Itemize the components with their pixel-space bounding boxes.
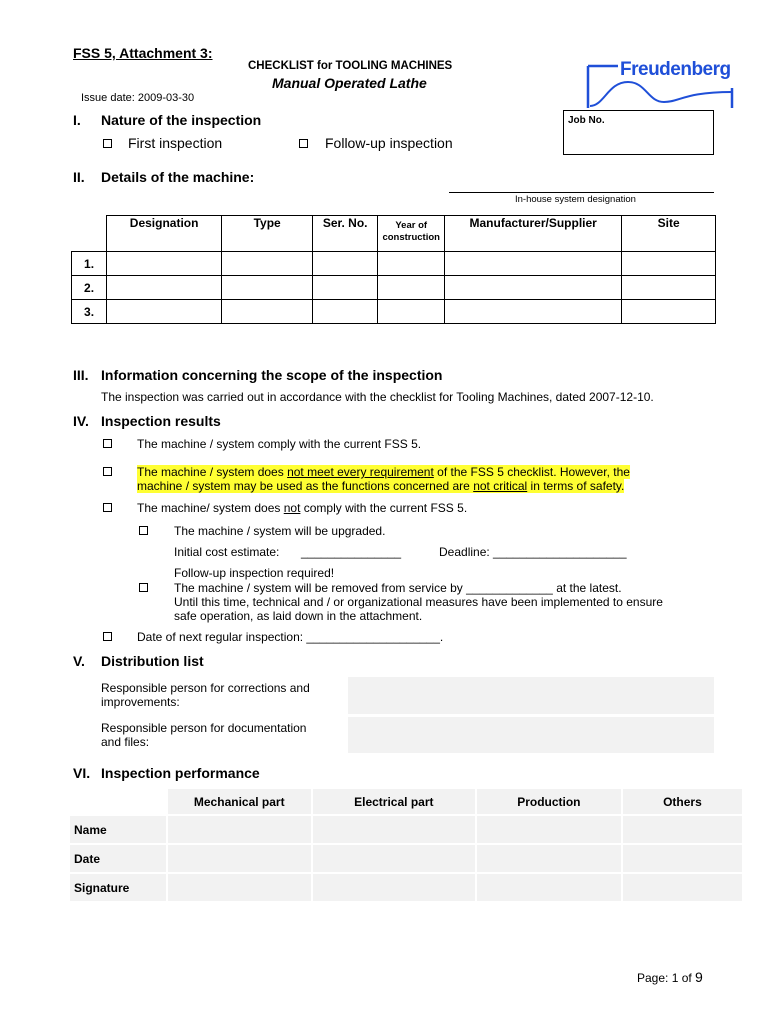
text-line: Responsible person for corrections and [101, 681, 310, 695]
followup-required: Follow-up inspection required! [174, 566, 335, 580]
table-row [72, 300, 716, 324]
cell[interactable] [107, 276, 222, 300]
cell[interactable] [445, 276, 622, 300]
checklist-title: CHECKLIST for TOOLING MACHINES [248, 60, 453, 72]
col-type: Type [222, 216, 313, 252]
partial-comply-checkbox[interactable] [103, 467, 112, 476]
section4-title: Inspection results [101, 413, 221, 429]
section4-number: IV. [73, 413, 89, 429]
page-total: 9 [695, 969, 703, 985]
section5-title: Distribution list [101, 653, 204, 669]
text-fragment: in terms of safety. [527, 479, 625, 493]
cell[interactable] [222, 276, 313, 300]
not-comply-checkbox[interactable] [103, 503, 112, 512]
not-comply-text [137, 501, 467, 515]
table-row [69, 844, 743, 873]
col-year-line1: Year of [395, 220, 428, 231]
section6-title: Inspection performance [101, 765, 260, 781]
section2-title: Details of the machine: [101, 169, 255, 185]
table-row [72, 252, 716, 276]
section5-number: V. [73, 653, 85, 669]
followup-inspection-label: Follow-up inspection [325, 135, 453, 151]
page-indicator [637, 969, 703, 985]
designation-caption: In-house system designation [515, 194, 636, 205]
cell[interactable] [167, 873, 312, 902]
col-site: Site [622, 216, 716, 252]
text-line: Responsible person for documentation [101, 721, 307, 735]
col-manufacturer: Manufacturer/Supplier [445, 216, 622, 252]
doc-reference: FSS 5, Attachment 3: [73, 45, 213, 61]
table-corner [69, 788, 167, 815]
col-designation: Designation [107, 216, 222, 252]
table-row [72, 276, 716, 300]
section3-title: Information concerning the scope of the inspection [101, 367, 443, 383]
page-label: Page: 1 of [637, 971, 696, 985]
cell[interactable] [312, 844, 476, 873]
corrections-field[interactable] [348, 677, 714, 714]
cell[interactable] [313, 252, 378, 276]
text-fragment: machine / system may be used as the functions concerned are [137, 479, 474, 493]
freudenberg-logo [584, 58, 736, 110]
cell[interactable] [222, 300, 313, 324]
job-number-label: Job No. [568, 115, 605, 126]
cell[interactable] [313, 300, 378, 324]
upgrade-checkbox[interactable] [139, 526, 148, 535]
col-others: Others [622, 788, 743, 815]
text-line: The machine / system will be removed from service by _____________ at the latest. [174, 581, 622, 595]
text-line: safe operation, as laid down in the attachment. [174, 609, 423, 623]
table-row [69, 815, 743, 844]
machine-title: Manual Operated Lathe [272, 75, 427, 91]
cell[interactable] [378, 276, 445, 300]
col-mechanical: Mechanical part [167, 788, 312, 815]
cell[interactable] [378, 252, 445, 276]
col-year [378, 216, 445, 252]
logo-text: Freudenberg [620, 59, 731, 80]
cost-estimate-field[interactable]: _______________ [301, 545, 402, 559]
cell[interactable] [107, 252, 222, 276]
cell[interactable] [476, 873, 622, 902]
text-fragment: of the FSS 5 checklist. However, the [433, 465, 630, 479]
text-line: and files: [101, 735, 150, 749]
cell[interactable] [167, 844, 312, 873]
documentation-label [101, 721, 306, 749]
next-inspection-field[interactable]: Date of next regular inspection: ____________________. [137, 630, 444, 644]
table-corner [72, 216, 107, 252]
cell[interactable] [107, 300, 222, 324]
issue-date: Issue date: 2009-03-30 [81, 92, 195, 104]
next-inspection-checkbox[interactable] [103, 632, 112, 641]
text-fragment-underlined: not critical [473, 479, 528, 493]
cell[interactable] [312, 815, 476, 844]
first-inspection-checkbox[interactable] [103, 139, 112, 148]
cell[interactable] [222, 252, 313, 276]
documentation-field[interactable] [348, 717, 714, 753]
section1-number: I. [73, 112, 81, 128]
corrections-label [101, 681, 310, 709]
deadline-field[interactable]: Deadline: ____________________ [439, 545, 627, 559]
row-label: Date [69, 844, 167, 873]
cell[interactable] [622, 844, 743, 873]
cell[interactable] [378, 300, 445, 324]
text-line: improvements: [101, 695, 180, 709]
section6-number: VI. [73, 765, 91, 781]
row-label: Signature [69, 873, 167, 902]
col-production: Production [476, 788, 622, 815]
col-year-line2: construction [382, 232, 440, 243]
remove-service-text [174, 581, 663, 623]
table-row [69, 873, 743, 902]
row-label: 3. [72, 300, 107, 324]
machine-details-table [71, 215, 716, 324]
cell[interactable] [622, 873, 743, 902]
cell[interactable] [312, 873, 476, 902]
text-line: Until this time, technical and / or organizational measures have been implemented to ensure [174, 595, 663, 609]
cell[interactable] [476, 844, 622, 873]
scope-text: The inspection was carried out in accordance with the checklist for Tooling Machines, dated 2007-12-10. [101, 390, 654, 404]
text-fragment-underlined: not [283, 501, 301, 515]
row-label: 1. [72, 252, 107, 276]
cell[interactable] [622, 300, 716, 324]
comply-checkbox[interactable] [103, 439, 112, 448]
upgrade-label: The machine / system will be upgraded. [174, 524, 386, 538]
text-fragment-underlined: not meet every requirement [287, 465, 434, 479]
followup-inspection-checkbox[interactable] [299, 139, 308, 148]
cell[interactable] [167, 815, 312, 844]
section2-number: II. [73, 169, 85, 185]
cell[interactable] [445, 300, 622, 324]
first-inspection-label: First inspection [128, 135, 223, 151]
cost-estimate-label: Initial cost estimate: [174, 545, 280, 559]
inspection-performance-table [68, 787, 744, 903]
text-fragment: The machine / system does [137, 465, 288, 479]
text-fragment: The machine/ system does [137, 501, 284, 515]
section1-title: Nature of the inspection [101, 112, 262, 128]
row-label: Name [69, 815, 167, 844]
cell[interactable] [622, 252, 716, 276]
text-fragment: comply with the current FSS 5. [300, 501, 468, 515]
partial-comply-text [137, 465, 697, 493]
remove-service-checkbox[interactable] [139, 583, 148, 592]
col-serial: Ser. No. [313, 216, 378, 252]
cell[interactable] [313, 276, 378, 300]
comply-label: The machine / system comply with the current FSS 5. [137, 437, 422, 451]
designation-line[interactable] [449, 192, 714, 193]
section3-number: III. [73, 367, 89, 383]
cell[interactable] [622, 276, 716, 300]
cell[interactable] [476, 815, 622, 844]
job-number-box[interactable] [563, 110, 714, 155]
row-label: 2. [72, 276, 107, 300]
cell[interactable] [622, 815, 743, 844]
cell[interactable] [445, 252, 622, 276]
col-electrical: Electrical part [312, 788, 476, 815]
